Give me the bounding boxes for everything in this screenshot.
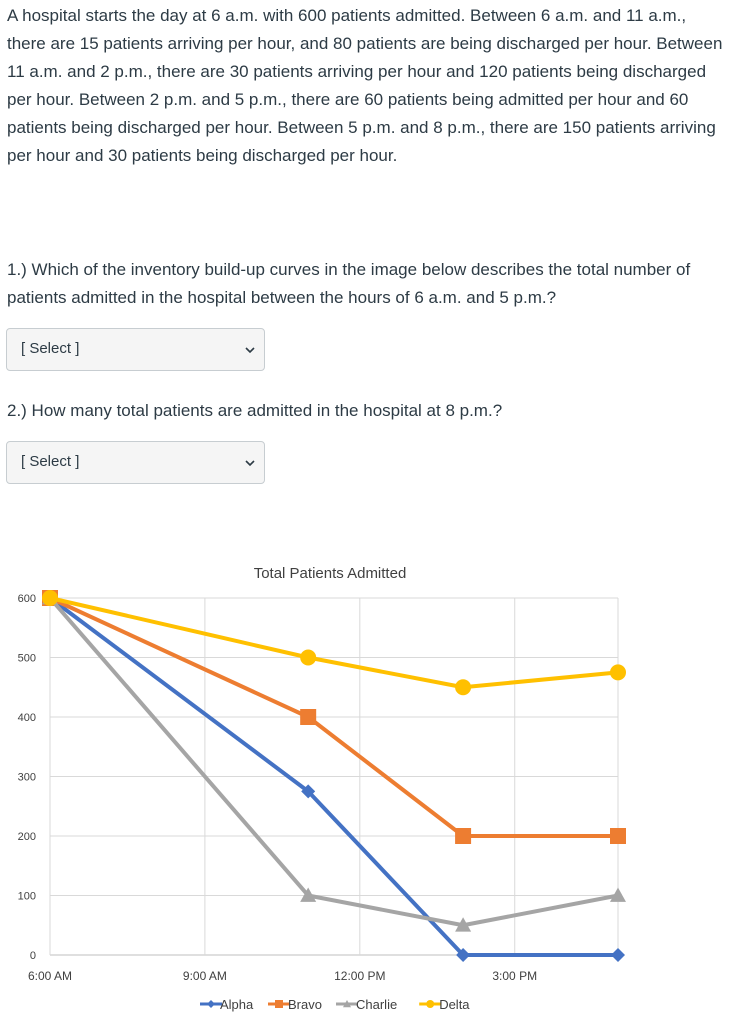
chart-title: Total Patients Admitted <box>253 565 407 582</box>
legend-item-alpha <box>200 997 254 1012</box>
legend-label: Bravo <box>288 997 322 1012</box>
y-tick-label: 300 <box>17 771 36 784</box>
x-tick-label: 12:00 PM <box>334 969 386 983</box>
question-1-select[interactable] <box>6 328 265 371</box>
series-line <box>50 598 618 925</box>
chevron-down-icon <box>244 344 256 356</box>
y-tick-label: 0 <box>29 950 36 962</box>
data-point-marker <box>610 828 626 844</box>
y-tick-label: 600 <box>17 593 36 605</box>
series-charlie <box>42 590 626 932</box>
series-line <box>50 598 618 687</box>
question-2-select-value: [ Select ] <box>21 453 80 470</box>
question-1-text: 1.) Which of the inventory build-up curves in the image below describes the total number of patients admitted in the hospital between the hours of 6 a.m. and 5 p.m.? <box>7 260 691 307</box>
question-2-text: 2.) How many total patients are admitted in the hospital at 8 p.m.? <box>7 401 503 420</box>
data-point-marker <box>207 1000 215 1008</box>
x-tick-label: 9:00 AM <box>182 969 227 983</box>
legend-label: Delta <box>439 997 470 1012</box>
data-point-marker <box>455 828 471 844</box>
data-point-marker <box>42 590 58 606</box>
y-tick-label: 500 <box>17 652 36 665</box>
y-tick-label: 200 <box>17 831 36 843</box>
data-point-marker <box>300 650 316 666</box>
legend-label: Charlie <box>356 997 398 1012</box>
x-tick-label: 6:00 AM <box>27 969 73 983</box>
data-point-marker <box>275 1000 283 1008</box>
data-point-marker <box>611 948 625 962</box>
data-point-marker <box>610 664 626 680</box>
data-point-marker <box>426 1000 434 1008</box>
data-point-marker <box>300 709 316 725</box>
question-intro: A hospital starts the day at 6 a.m. with 600 patients admitted. Between 6 a.m. and 11 a.m., there are 15 patients arriving per hour, and 80 patients are being discharged per hour. Between 11 a.m. and 2 p.m., there are 30 patients arriving per hour and 120 patients being discharged per hour. Between 2 p.m. and 5 p.m., there are 60 patients being admitted per hour and 60 patients being discharged per hour. Between 5 p.m. and 8 p.m., there are 150 patients arriving per hour and 30 patients being discharged per hour. <box>7 6 723 165</box>
legend-item-charlie <box>336 997 397 1012</box>
y-tick-label: 100 <box>17 890 36 903</box>
series-delta <box>42 590 626 695</box>
x-tick-label: 3:00 PM <box>492 969 538 983</box>
question-2-select[interactable] <box>6 441 265 484</box>
legend-label: Alpha <box>220 997 254 1012</box>
question-1-select-value: [ Select ] <box>21 340 80 357</box>
legend-item-delta <box>419 997 470 1012</box>
patients-chart <box>0 555 740 1020</box>
chevron-down-icon <box>244 457 256 469</box>
data-point-marker <box>455 679 471 695</box>
y-tick-label: 400 <box>17 712 36 724</box>
legend-item-bravo <box>268 997 322 1012</box>
